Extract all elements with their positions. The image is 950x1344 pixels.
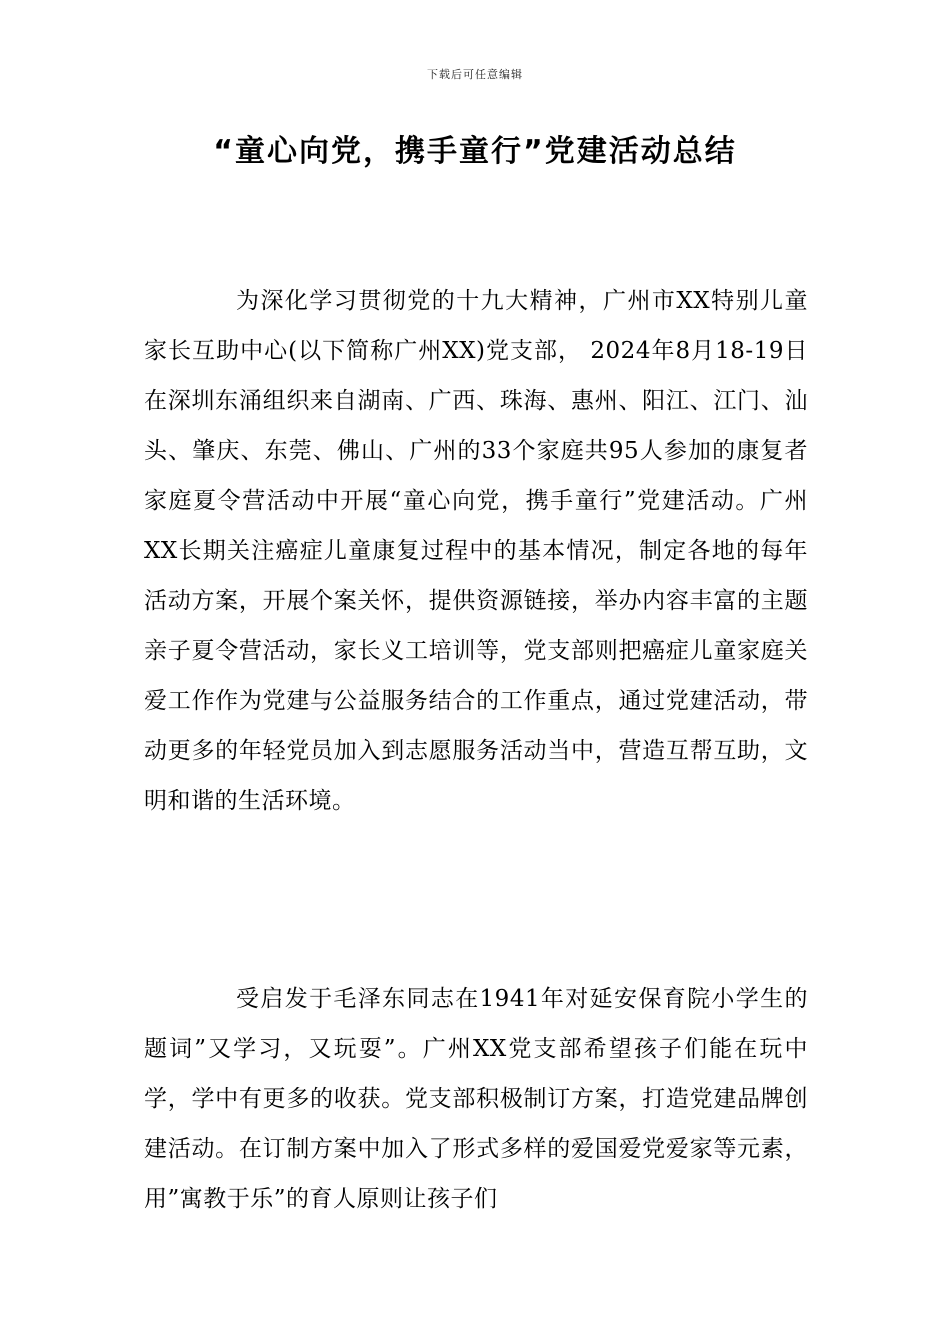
document-title: “童心向党，携手童行”党建活动总结 (213, 134, 737, 169)
header-note: 下载后可任意编辑 (427, 68, 523, 81)
paragraph: 受启发于毛泽东同志在1941年对延安保育院小学生的题词”又学习，又玩耍”。广州XX党支部希望孩子们能在玩中学，学中有更多的收获。党支部积极制订方案，打造党建品牌创建活动。在订制方案中加入了形式多样的爱国爱党爱家等元素，用”寓教于乐”的育人原则让孩子们 (144, 986, 808, 1212)
paragraph: 为深化学习贯彻党的十九大精神，广州市XX特别儿童家长互助中心(以下简称广州XX)党支部， 2024年8月18-19日在深圳东涌组织来自湖南、广西、珠海、惠州、阳江、江门、汕头、肇庆、东莞、佛山、广州的33个家庭共95人参加的康复者家庭夏令营活动中开展“童心向党，携手童行”党建活动。广州XX长期关注癌症儿童康复过程中的基本情况，制定各地的每年活动方案，开展个案关怀，提供资源链接，举办内容丰富的主题亲子夏令营活动，家长义工培训等，党支部则把癌症儿童家庭关爱工作作为党建与公益服务结合的工作重点，通过党建活动，带动更多的年轻党员加入到志愿服务活动当中，营造互帮互助，文明和谐的生活环境。 (144, 288, 808, 814)
